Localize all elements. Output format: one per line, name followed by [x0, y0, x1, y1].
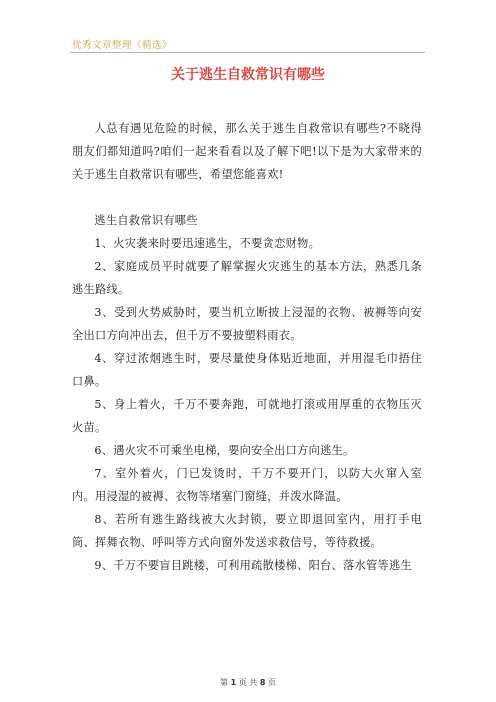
- section-heading: 逃生自救常识有哪些: [94, 214, 198, 227]
- list-item: 2、家庭成员平时就要了解掌握火灾逃生的基本方法，熟悉几条逃生路线。: [72, 260, 422, 296]
- list-item: 9、千万不要盲目跳楼，可利用疏散楼梯、阳台、落水管等逃生: [94, 559, 412, 572]
- document-title: 关于逃生自救常识有哪些: [171, 67, 325, 83]
- footer-suffix: 页: [267, 678, 276, 687]
- current-page-number: 1: [230, 678, 237, 687]
- list-item: 8、若所有逃生路线被大火封锁，要立即退回室内，用打手电筒、挥舞衣物、呼叫等方式向窗外发送求救信号，等待救援。: [72, 513, 422, 549]
- document-body: [72, 117, 422, 577]
- footer-middle: 页 共: [238, 678, 258, 687]
- page-header: [70, 36, 425, 53]
- footer-prefix: 第: [220, 678, 229, 687]
- list-item: 6、遇火灾不可乘坐电梯，要向安全出口方向逃生。: [94, 444, 355, 457]
- list-item: 7、室外着火，门已发烫时，千万不要开门，以防大火窜入室内。用浸湿的被褥、衣物等堵塞门窗缝，并泼水降温。: [72, 467, 422, 503]
- header-text: 优秀文章整理《精选》: [72, 40, 173, 51]
- list-item: 3、受到火势威胁时，要当机立断披上浸湿的衣物、被褥等向安全出口方向冲出去，但千万不要披塑料雨衣。: [72, 306, 422, 342]
- page-footer: [0, 677, 496, 688]
- paragraph-spacer: [72, 186, 422, 209]
- list-item: 4、穿过浓烟逃生时，要尽量使身体贴近地面，并用湿毛巾捂住口鼻。: [72, 352, 422, 388]
- list-item: 5、身上着火，千万不要奔跑，可就地打滚或用厚重的衣物压灭火苗。: [72, 398, 422, 434]
- total-pages-number: 8: [259, 678, 266, 687]
- intro-paragraph: 人总有遇见危险的时候，那么关于逃生自救常识有哪些?不晓得朋友们都知道吗?咱们一起来看看以及了解下吧!以下是为大家带来的关于逃生自救常识有哪些，希望您能喜欢!: [72, 122, 422, 181]
- list-item: 1、火灾袭来时要迅速逃生，不要贪恋财物。: [94, 237, 321, 250]
